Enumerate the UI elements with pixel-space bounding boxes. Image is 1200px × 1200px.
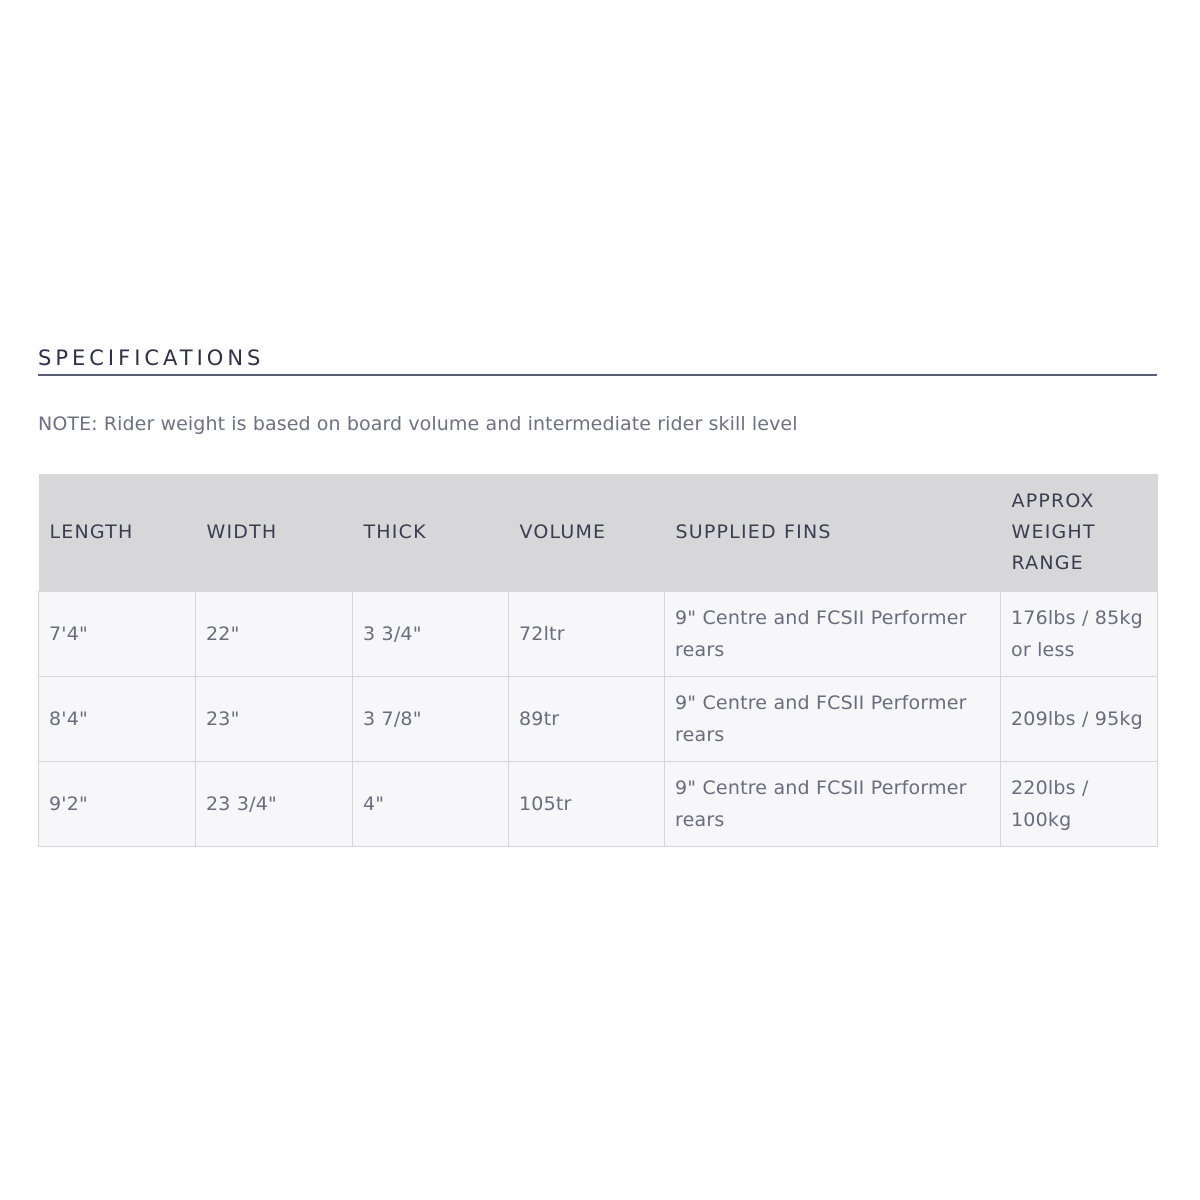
- header-width: WIDTH: [196, 474, 353, 592]
- table-header-row: [39, 474, 1158, 592]
- cell-width: 23 3/4": [196, 762, 353, 847]
- specifications-table: [38, 474, 1158, 847]
- specifications-section: [38, 342, 1157, 847]
- header-supplied-fins: SUPPLIED FINS: [665, 474, 1001, 592]
- table-row: [39, 592, 1158, 677]
- cell-volume: 105tr: [509, 762, 665, 847]
- cell-supplied-fins: 9" Centre and FCSII Performer rears: [665, 677, 1001, 762]
- cell-length: 9'2": [39, 762, 196, 847]
- cell-volume: 89tr: [509, 677, 665, 762]
- rider-weight-note: NOTE: Rider weight is based on board volume and intermediate rider skill level: [38, 413, 798, 435]
- header-volume: VOLUME: [509, 474, 665, 592]
- cell-thick: 3 3/4": [353, 592, 509, 677]
- header-thick: THICK: [353, 474, 509, 592]
- table-row: [39, 762, 1158, 847]
- header-length: LENGTH: [39, 474, 196, 592]
- cell-supplied-fins: 9" Centre and FCSII Performer rears: [665, 762, 1001, 847]
- cell-weight-range: 176lbs / 85kg or less: [1001, 592, 1158, 677]
- cell-length: 8'4": [39, 677, 196, 762]
- cell-supplied-fins: 9" Centre and FCSII Performer rears: [665, 592, 1001, 677]
- section-title: SPECIFICATIONS: [38, 346, 265, 370]
- header-approx-weight-range: APPROX WEIGHT RANGE: [1001, 474, 1158, 592]
- cell-width: 22": [196, 592, 353, 677]
- cell-thick: 4": [353, 762, 509, 847]
- cell-weight-range: 209lbs / 95kg: [1001, 677, 1158, 762]
- cell-thick: 3 7/8": [353, 677, 509, 762]
- title-divider: [38, 374, 1157, 376]
- cell-weight-range: 220lbs / 100kg: [1001, 762, 1158, 847]
- cell-width: 23": [196, 677, 353, 762]
- cell-volume: 72ltr: [509, 592, 665, 677]
- cell-length: 7'4": [39, 592, 196, 677]
- table-row: [39, 677, 1158, 762]
